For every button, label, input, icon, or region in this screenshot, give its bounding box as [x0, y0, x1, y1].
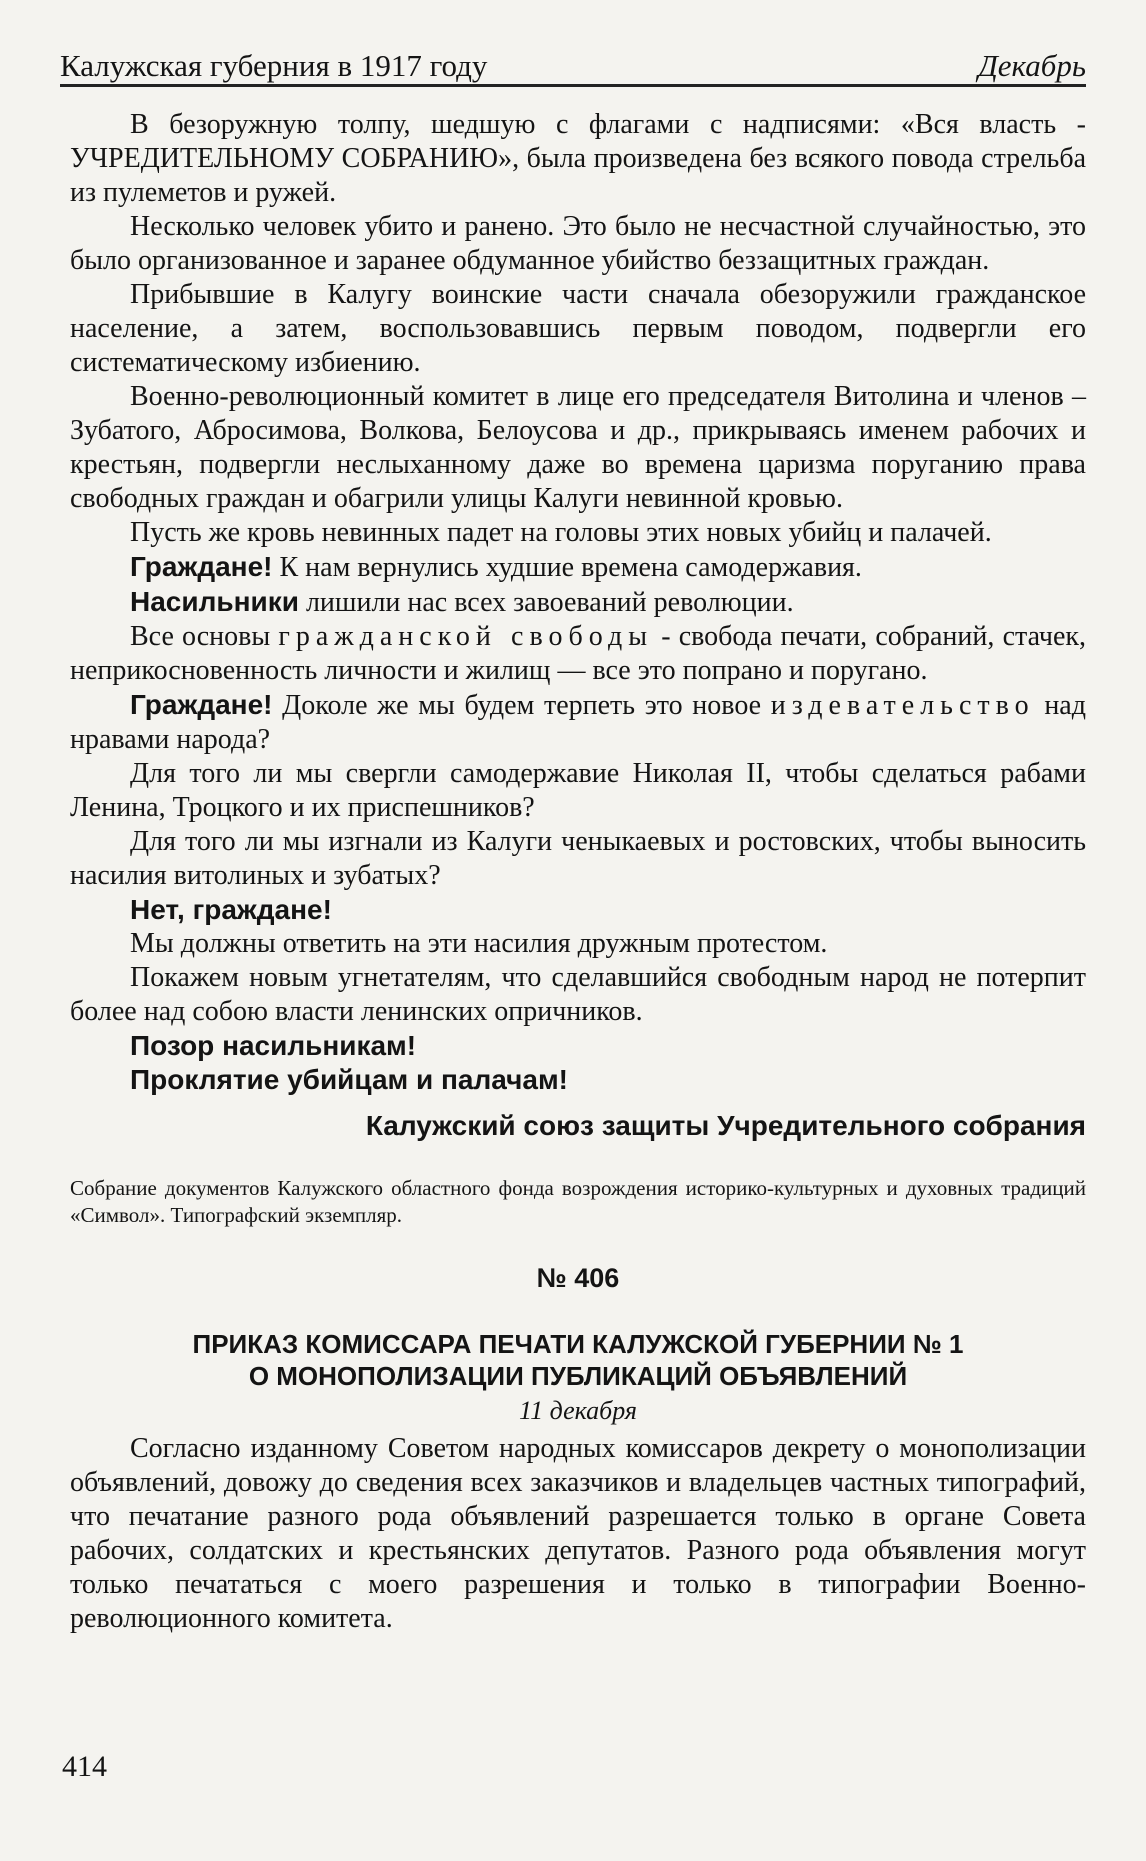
- paragraph-5: Пусть же кровь невинных падет на головы этих новых убийц и палачей.: [130, 517, 992, 548]
- paragraph-8: [70, 620, 1086, 688]
- emphasis-citizens: Граждане!: [130, 551, 273, 582]
- paragraph-13: Мы должны ответить на эти насилия дружным протестом.: [130, 928, 828, 959]
- running-header: [60, 40, 1086, 87]
- paragraph-16: Проклятие убийцам и палачам!: [130, 1064, 569, 1095]
- signature: Калужский союз защиты Учредительного собрания: [365, 1110, 1086, 1141]
- paragraph-10: Для того ли мы свергли самодержавие Николая II, чтобы сделаться рабами Ленина, Троцкого и их приспешников?: [70, 758, 1086, 823]
- paragraph-15: Позор насильникам!: [130, 1030, 417, 1061]
- document-date: 11 декабря: [519, 1396, 637, 1425]
- document-title: [70, 1328, 1086, 1392]
- paragraph-6-text: К нам вернулись худшие времена самодержавия.: [272, 552, 862, 583]
- paragraph-2: Несколько человек убито и ранено. Это было не несчастной случайностью, это было организованное и заранее обдуманное убийство беззащитных граждан.: [70, 211, 1086, 276]
- paragraph-9: [70, 688, 1086, 757]
- paragraph-4: Военно-революционный комитет в лице его председателя Витолина и членов – Зубатого, Абросимова, Волкова, Белоусова и др., прикрываясь именем рабочих и крестьян, подвергли неслыханному даже во времена царизма поруганию права свободных граждан и обагрили улицы Калуги невинной кровью.: [70, 381, 1086, 514]
- emphasis-citizens-2: Граждане!: [130, 689, 273, 720]
- document-number: № 406: [536, 1263, 620, 1293]
- emphasis-violators: Насильники: [130, 586, 299, 617]
- paragraph-7-text: лишили нас всех завоеваний революции.: [298, 587, 794, 618]
- document-title-line-2: О МОНОПОЛИЗАЦИИ ПУБЛИКАЦИЙ ОБЪЯВЛЕНИЙ: [248, 1361, 908, 1391]
- spaced-emphasis-freedom: гражданской свободы: [278, 621, 654, 652]
- paragraph-8-text-a: Все основы: [130, 621, 279, 652]
- source-note: Собрание документов Калужского областного фонда возрождения историко-культурных и духовных традиций «Символ». Типографский экземпляр.: [70, 1176, 1086, 1227]
- header-title: Калужская губерния в 1917 году: [60, 48, 488, 83]
- document-text: Согласно изданному Советом народных комиссаров декрету о монополизации объявлений, довожу до сведения всех заказчиков и владельцев частных типографий, что печатание разного рода объявлений разрешается только в органе Совета рабочих, солдатских и крестьянских депутатов. Разного рода объявления могут только печататься с моего разрешения и только в типографии Военно-революционного комитета.: [70, 1433, 1086, 1634]
- header-section: Декабрь: [978, 48, 1086, 83]
- spaced-emphasis-mockery: издевательство: [770, 690, 1035, 721]
- document-title-line-1: ПРИКАЗ КОМИССАРА ПЕЧАТИ КАЛУЖСКОЙ ГУБЕРНИИ № 1: [192, 1329, 964, 1359]
- paragraph-11: Для того ли мы изгнали из Калуги ченыкаевых и ростовских, чтобы выносить насилия витолиных и зубатых?: [70, 826, 1086, 891]
- paragraph-7: [70, 585, 1086, 620]
- paragraph-12: Нет, граждане!: [130, 894, 332, 925]
- page-number: 414: [62, 1750, 107, 1783]
- paragraph-8-text-b: - свобода печати, собраний, стачек, неприкосновенность личности и жилищ — все это попрано и поругано.: [70, 621, 1086, 686]
- page-content: [70, 108, 1086, 1636]
- paragraph-14: Покажем новым угнетателям, что сделавшийся свободным народ не потерпит более над собою власти ленинских опричников.: [70, 962, 1086, 1027]
- paragraph-3: Прибывшие в Калугу воинские части сначала обезоружили гражданское население, а затем, воспользовавшись первым поводом, подвергли его систематическому избиению.: [70, 279, 1086, 378]
- paragraph-9-text-b: над нравами народа?: [70, 690, 1086, 755]
- paragraph-9-text-a: Доколе же мы будем терпеть это новое: [272, 690, 771, 721]
- paragraph-6: [70, 550, 1086, 585]
- paragraph-1: В безоружную толпу, шедшую с флагами с надписями: «Вся власть - УЧРЕДИТЕЛЬНОМУ СОБРАНИЮ», была произведена без всякого повода стрельба из пулеметов и ружей.: [70, 109, 1086, 208]
